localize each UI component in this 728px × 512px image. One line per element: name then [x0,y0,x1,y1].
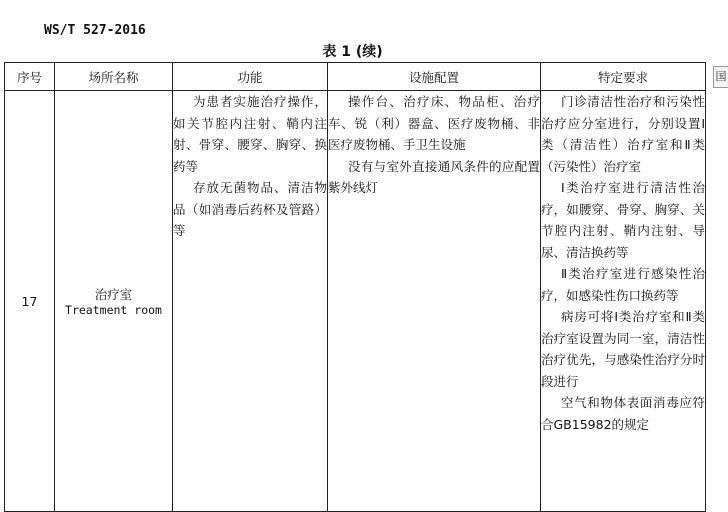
table-row [5,91,706,512]
facility-item: 没有与室外直接通风条件的应配置紫外线灯 [328,158,540,195]
col-header-number: 序号 [5,63,55,91]
row-number: 17 [5,91,55,512]
place-name-cell [55,91,173,512]
table-title: 表 1 (续) [322,44,383,60]
facility-table [4,62,706,512]
col-header-facilities: 设施配置 [328,63,541,91]
requirements-cell [541,91,706,512]
function-item: 为患者实施治疗操作，如关节腔内注射、鞘内注射、骨穿、腰穿、胸穿、换药等 [173,94,327,174]
place-name-cn: 治疗室 [94,287,133,302]
function-cell [173,91,328,512]
place-name-en: Treatment room [65,303,162,317]
col-header-function: 功能 [173,63,328,91]
facility-item: 操作台、治疗床、物品柜、治疗车、锐（利）器盒、医疗废物桶、非医疗废物桶、手卫生设施 [328,94,540,152]
col-header-requirements: 特定要求 [541,63,706,91]
requirement-item: Ⅰ类治疗室进行清洁性治疗，如腰穿、骨穿、胸穿、关节腔内注射、鞘内注射、导尿、清洁换药等 [541,180,705,260]
requirement-item: Ⅱ类治疗室进行感染性治疗，如感染性伤口换药等 [541,266,705,303]
requirement-item: 空气和物体表面消毒应符合GB15982的规定 [541,395,705,432]
requirement-item: 门诊清洁性治疗和污染性治疗应分室进行，分别设置Ⅰ类（清洁性）治疗室和Ⅱ类（污染性）治疗室 [541,94,705,174]
facilities-cell [328,91,541,512]
function-item: 存放无菌物品、清洁物品（如消毒后药杯及管路）等 [173,180,327,238]
table-header-row [5,63,706,91]
side-panel-toggle-button[interactable]: 国 [713,66,728,88]
requirement-item: 病房可将Ⅰ类治疗室和Ⅱ类治疗室设置为同一室，清洁性治疗优先，与感染性治疗分时段进行 [541,309,705,389]
standard-code: WS/T 527-2016 [44,23,146,38]
col-header-place-name: 场所名称 [55,63,173,91]
